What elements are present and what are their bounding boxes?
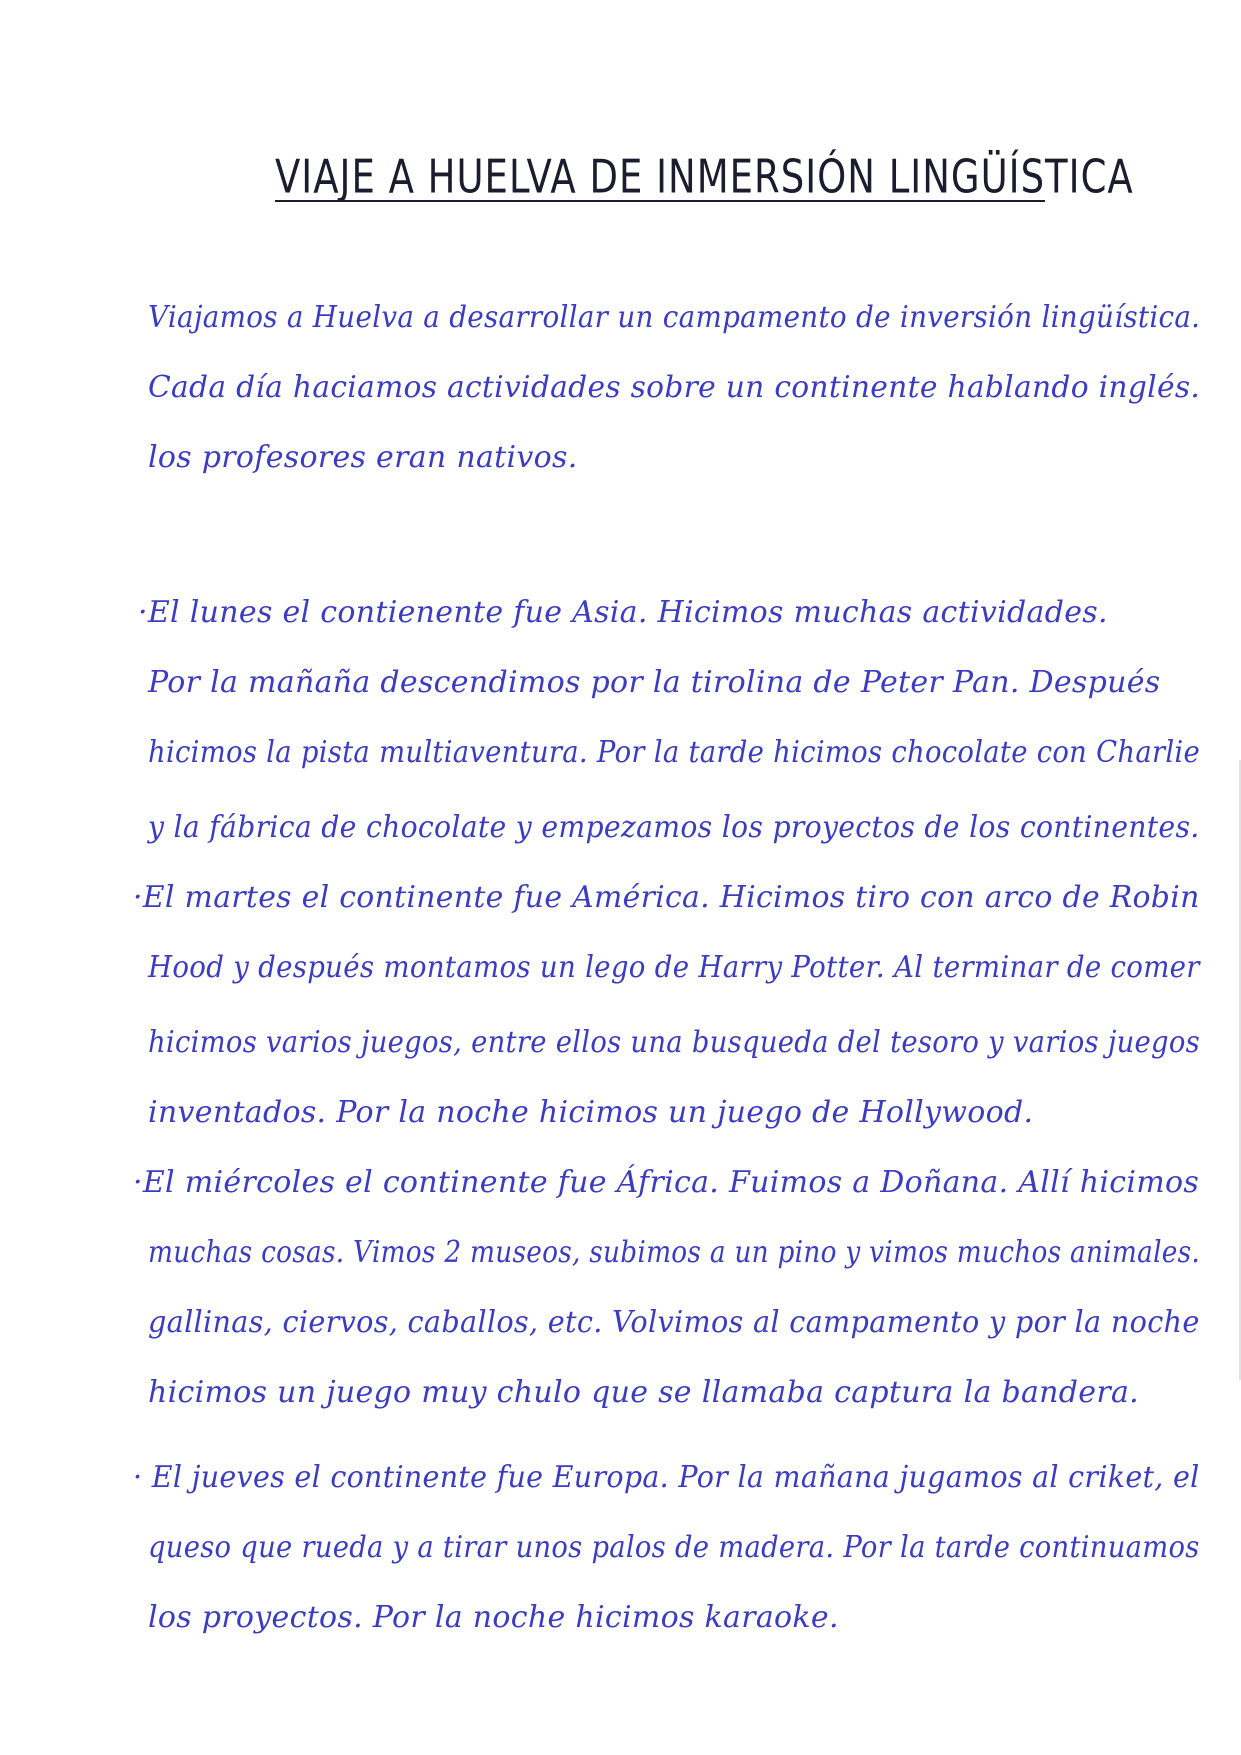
page-title: VIAJE A HUELVA DE INMERSIÓN LINGÜÍSTICA: [275, 150, 1134, 204]
text-line: Cada día haciamos actividades sobre un continente hablando inglés.: [148, 370, 1201, 405]
text-line: Por la mañaña descendimos por la tirolina de Peter Pan. Después: [148, 665, 1161, 700]
text-line: ·El lunes el contienente fue Asia. Hicimos muchas actividades.: [138, 595, 1108, 630]
text-line: muchas cosas. Vimos 2 museos, subimos a un pino y vimos muchos animales.: [148, 1235, 1201, 1270]
text-line: los profesores eran nativos.: [148, 440, 578, 475]
text-line: hicimos la pista multiaventura. Por la tarde hicimos chocolate con Charlie: [148, 735, 1201, 770]
text-line: hicimos varios juegos, entre ellos una busqueda del tesoro y varios juegos: [148, 1025, 1201, 1060]
text-line: · El jueves el continente fue Europa. Por la mañana jugamos al criket, el: [133, 1460, 1200, 1495]
text-line: ·El miércoles el continente fue África. Fuimos a Doñana. Allí hicimos: [133, 1165, 1200, 1200]
text-line: queso que rueda y a tirar unos palos de madera. Por la tarde continuamos: [148, 1530, 1200, 1565]
text-line: los proyectos. Por la noche hicimos karaoke.: [148, 1600, 839, 1635]
text-line: gallinas, ciervos, caballos, etc. Volvimos al campamento y por la noche: [148, 1305, 1200, 1340]
text-line: Viajamos a Huelva a desarrollar un campamento de inversión lingüística.: [148, 300, 1201, 335]
title-underline: [275, 200, 1045, 202]
text-line: Hood y después montamos un lego de Harry Potter. Al terminar de comer: [148, 950, 1200, 985]
text-line: inventados. Por la noche hicimos un juego de Hollywood.: [148, 1095, 1034, 1130]
text-line: ·El martes el continente fue América. Hicimos tiro con arco de Robin: [133, 880, 1200, 915]
text-line: hicimos un juego muy chulo que se llamaba captura la bandera.: [148, 1375, 1140, 1410]
text-line: y la fábrica de chocolate y empezamos los proyectos de los continentes.: [148, 810, 1200, 845]
